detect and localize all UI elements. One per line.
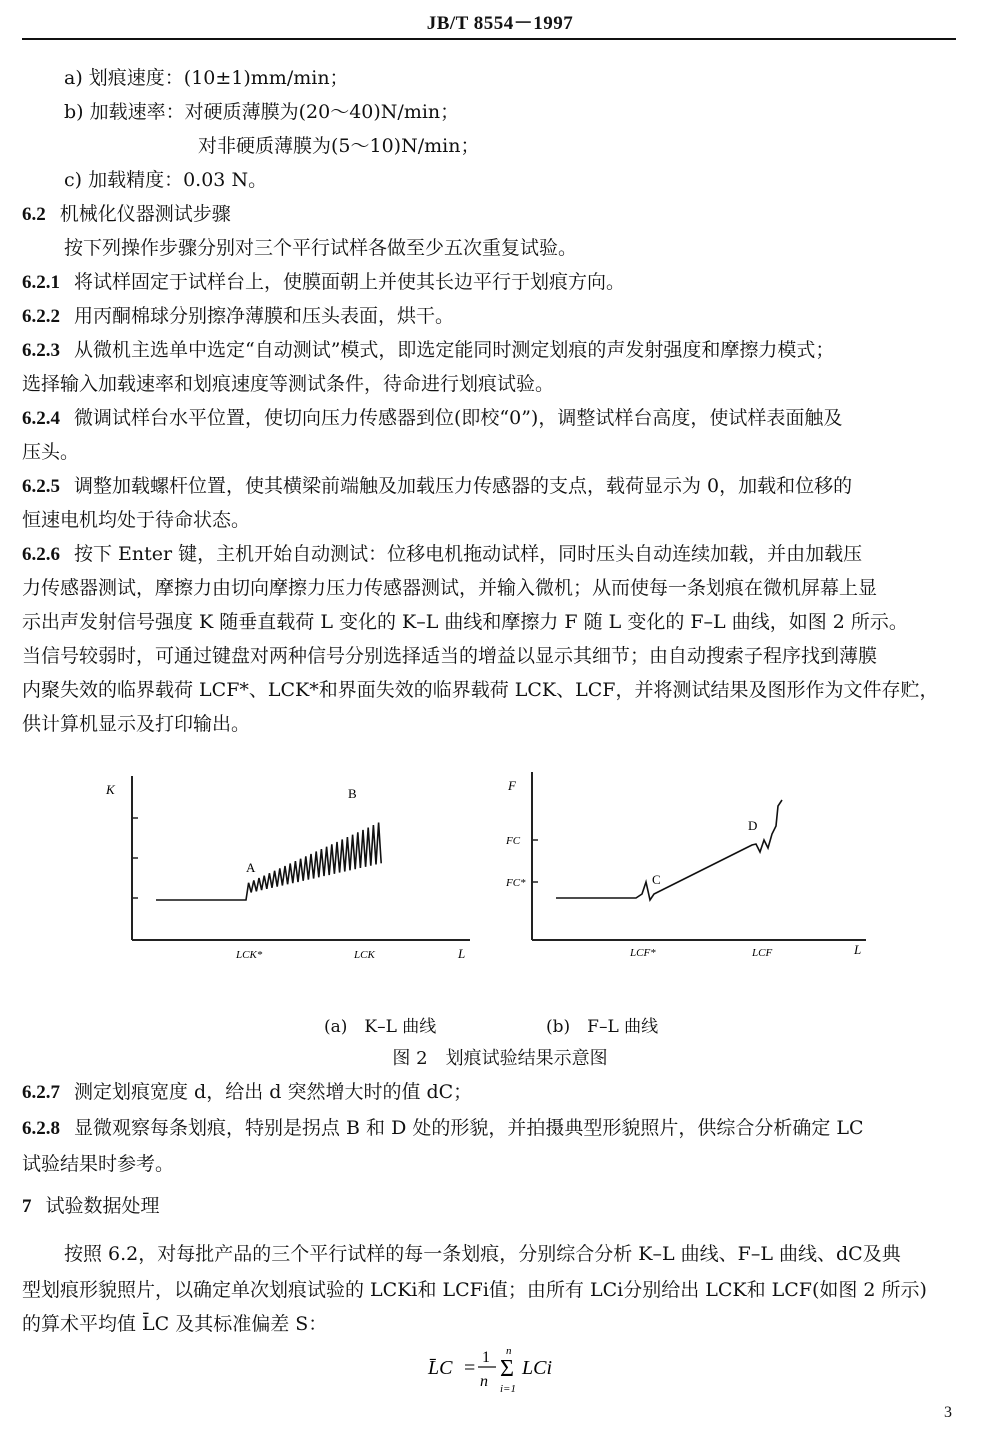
chart-b-y-tick-label: FC* (506, 877, 526, 889)
section-number: 7 (22, 1196, 32, 1217)
clause-number: 6.2.2 (22, 306, 60, 327)
text-line: 供计算机显示及打印输出。 (22, 713, 251, 735)
text-line: 型划痕形貌照片，以确定单次划痕试验的 LCKi和 LCFi值；由所有 LCi分别给出 LCK和 LCF(如图 2 所示) (22, 1279, 927, 1301)
standard-header: JB/T 8554－1997 (426, 13, 574, 34)
page-number: 3 (944, 1404, 952, 1421)
formula-sum-bottom: i=1 (500, 1383, 516, 1395)
clause-text: 用丙酮棉球分别擦净薄膜和压头表面，烘干。 (74, 305, 455, 327)
chart-b (505, 772, 866, 959)
figure-2 (0, 760, 1000, 1000)
sub-caption-a: (a) K–L 曲线 (324, 1017, 437, 1037)
section-number: 6.2 (22, 204, 46, 225)
text-line: 的算术平均值 L̄C 及其标准偏差 S： (22, 1313, 328, 1335)
clause-number: 6.2.5 (22, 476, 60, 497)
text-line: 试验结果时参考。 (22, 1153, 175, 1175)
clause-text: 显微观察每条划痕，特别是拐点 B 和 D 处的形貌，并拍摄典型形貌照片，供综合分析确定 LC (74, 1117, 864, 1139)
section-heading (22, 202, 956, 227)
clause (22, 338, 956, 363)
formula-sum-top: n (506, 1345, 512, 1357)
formula-eq: = (464, 1357, 476, 1379)
text-line: 当信号较弱时，可通过键盘对两种信号分别选择适当的增益以显示其细节；由自动搜索子程序找到薄膜 (22, 645, 878, 667)
formula-graphic (420, 1342, 580, 1398)
formula-denominator: n (480, 1373, 488, 1390)
clause-number: 6.2.1 (22, 272, 60, 293)
chart-a-y-label: K (106, 782, 115, 797)
chart-b-y-tick-label: FC (506, 835, 521, 847)
clause-number: 6.2.4 (22, 408, 60, 429)
chart-b-point-label: D (748, 818, 758, 833)
text-line: 按下列操作步骤分别对三个平行试样各做至少五次重复试验。 (64, 237, 578, 259)
clause-text: 测定划痕宽度 d，给出 d 突然增大时的值 dC； (74, 1081, 473, 1103)
clause (22, 474, 956, 499)
clause (22, 406, 956, 431)
clause (22, 270, 956, 295)
sigma-icon: Σ (500, 1356, 514, 1382)
clause-text: 调整加载螺杆位置，使其横梁前端触及加载压力传感器的支点，载荷显示为 0，加载和位移的 (74, 475, 853, 497)
text-line: 力传感器测试，摩擦力由切向摩擦力压力传感器测试，并输入微机；从而使每一条划痕在微机屏幕上显 (22, 577, 878, 599)
text-line: a) 划痕速度：(10±1)mm/min； (64, 67, 349, 89)
chart-a-x-label: L (458, 946, 466, 961)
chart-a (105, 776, 470, 961)
chart-a-point-label: B (348, 786, 357, 801)
clause (22, 304, 956, 329)
formula-lhs: L̄C (428, 1357, 453, 1379)
chart-b-fl-curve (556, 800, 782, 900)
mean-formula (420, 1342, 580, 1398)
clause-number: 6.2.8 (22, 1118, 60, 1139)
chart-b-point-label: C (652, 872, 661, 887)
text-line: 恒速电机均处于待命状态。 (22, 509, 251, 531)
text-line: 内聚失效的临界载荷 LCF*、LCK*和界面失效的临界载荷 LCK、LCF，并将测试结果及图形作为文件存贮， (22, 679, 939, 701)
formula-numerator: 1 (482, 1349, 490, 1366)
text-line: 压头。 (22, 441, 80, 463)
chart-a-kl-curve (156, 823, 381, 900)
chart-b-x-tick-label: LCF (752, 947, 773, 959)
clause-number: 6.2.6 (22, 544, 60, 565)
text-line: 选择输入加载速率和划痕速度等测试条件，待命进行划痕试验。 (22, 373, 555, 395)
text-line: 示出声发射信号强度 K 随垂直载荷 L 变化的 K–L 曲线和摩擦力 F 随 L 变化的 F–L 曲线，如图 2 所示。 (22, 611, 908, 633)
text-line: b) 加载速率：对硬质薄膜为(20～40)N/min； (64, 101, 460, 123)
chart-a-x-tick-label: LCK* (236, 949, 263, 961)
chart-a-point-label: A (246, 860, 256, 875)
clause-number: 6.2.7 (22, 1082, 60, 1103)
clause-number: 6.2.3 (22, 340, 60, 361)
section-title: 机械化仪器测试步骤 (59, 203, 231, 225)
text-line: 按照 6.2，对每批产品的三个平行试样的每一条划痕，分别综合分析 K–L 曲线、F–L 曲线、dC及典 (64, 1243, 901, 1265)
section-title: 试验数据处理 (45, 1195, 160, 1217)
chart-b-x-label: L (854, 942, 862, 957)
text-line: c) 加载精度：0.03 N。 (64, 169, 268, 191)
header-rule (22, 38, 956, 40)
section-heading (22, 1194, 956, 1219)
clause-text: 将试样固定于试样台上，使膜面朝上并使其长边平行于划痕方向。 (74, 271, 626, 293)
clause-text: 从微机主选单中选定“自动测试”模式，即选定能同时测定划痕的声发射强度和摩擦力模式； (74, 339, 835, 361)
clause-text: 按下 Enter 键，主机开始自动测试：位移电机拖动试样，同时压头自动连续加载，并由加载压 (74, 543, 863, 565)
figure-2-plots (0, 760, 1000, 1000)
clause (22, 1080, 956, 1105)
chart-b-x-tick-label: LCF* (630, 947, 656, 959)
text-line: 对非硬质薄膜为(5～10)N/min； (198, 135, 480, 157)
chart-b-y-label: F (508, 778, 516, 793)
chart-a-x-tick-label: LCK (354, 949, 375, 961)
clause (22, 1116, 956, 1141)
clause-text: 微调试样台水平位置，使切向压力传感器到位(即校“0”)，调整试样台高度，使试样表面触及 (74, 407, 843, 429)
formula-term: LCi (522, 1357, 553, 1379)
sub-caption-b: (b) F–L 曲线 (546, 1017, 659, 1037)
clause (22, 542, 956, 567)
figure-caption: 图 2 划痕试验结果示意图 (392, 1048, 608, 1069)
